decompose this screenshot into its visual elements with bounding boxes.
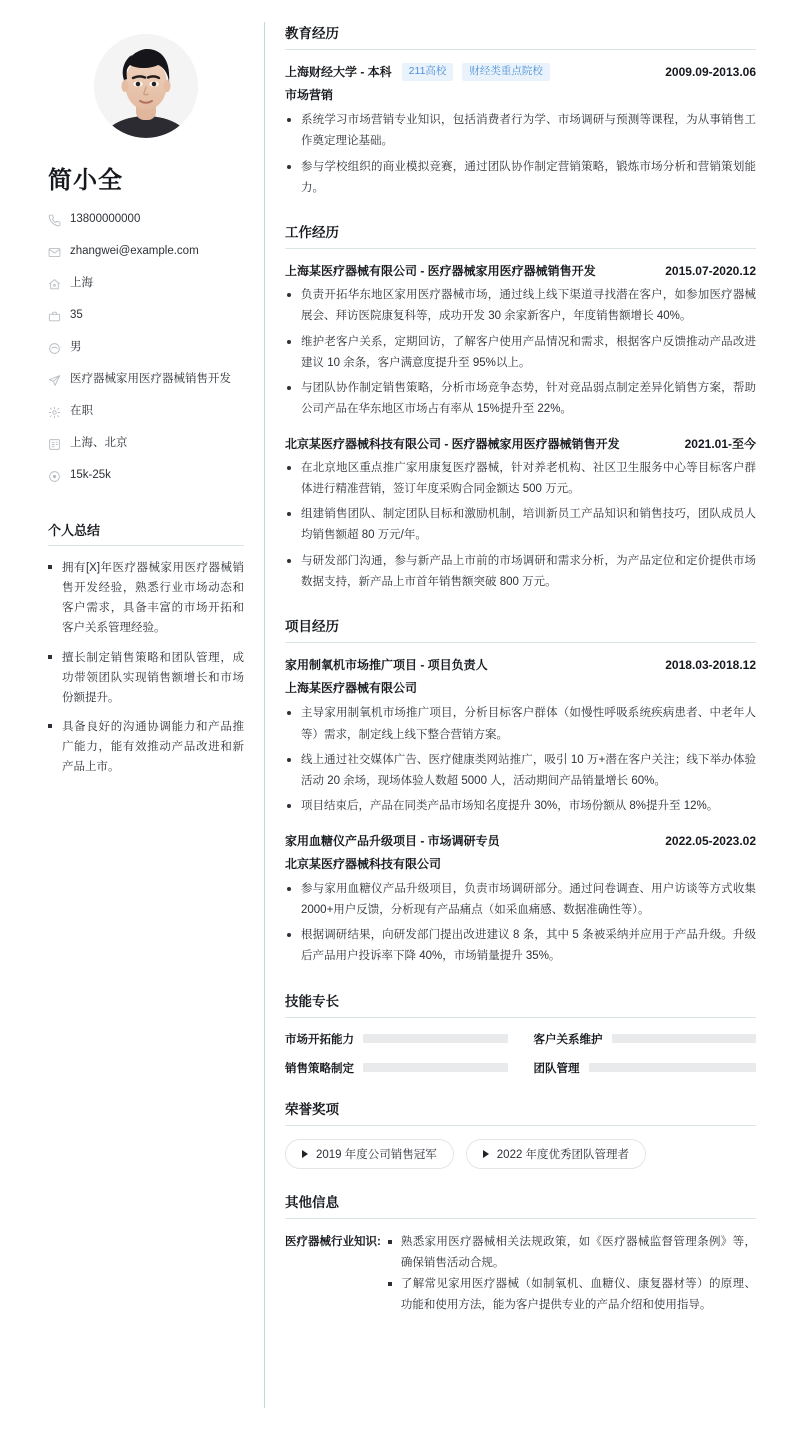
skill-progress-track (612, 1034, 757, 1043)
project-entry-head (285, 832, 756, 850)
skill-item (534, 1060, 757, 1076)
work-title: 工作经历 (285, 221, 756, 249)
other-info-bullets (387, 1232, 756, 1317)
work-entry (285, 435, 756, 594)
contact-position-value: 医疗器械家用医疗器械销售开发 (70, 373, 231, 385)
education-entry-head (285, 63, 756, 81)
play-triangle-icon (483, 1150, 489, 1158)
status-badge: 财经类重点院校 (462, 63, 550, 81)
contact-locations (48, 435, 240, 452)
skill-progress-track (363, 1063, 508, 1072)
gear-icon (48, 404, 68, 420)
education-entry (285, 63, 756, 199)
skill-progress-track (363, 1034, 508, 1043)
project-org: 上海某医疗器械有限公司 (285, 681, 418, 696)
project-name: 家用血糖仪产品升级项目 - 市场调研专员 (285, 833, 500, 848)
list-item: 线上通过社交媒体广告、医疗健康类网站推广，吸引 10 万+潜在客户关注；线下举办体验活动 20 余场，现场体验人数超 5000 人，活动期间产品销量增长 60%。 (285, 750, 756, 793)
skill-label: 销售策略制定 (285, 1062, 354, 1075)
other-info-section (285, 1191, 756, 1317)
sidebar (34, 22, 258, 1408)
summary-section (48, 520, 244, 777)
list-item: 擅长制定销售策略和团队管理，成功带领团队实现销售额增长和市场份额提升。 (48, 648, 244, 708)
education-title: 教育经历 (285, 22, 756, 50)
contact-email-value: zhangwei@example.com (70, 245, 199, 257)
list-item: 根据调研结果，向研发部门提出改进建议 8 条，其中 5 条被采纳并应用于产品升级。升级后产品用户投诉率下降 40%，市场销量提升 35%。 (285, 925, 756, 968)
main-content (285, 22, 760, 1408)
list-item: 参与家用血糖仪产品升级项目，负责市场调研部分。通过问卷调查、用户访谈等方式收集 2000+用户反馈，分析现有产品痛点（如采血痛感、数据准确性等）。 (285, 879, 756, 922)
send-icon (48, 372, 68, 388)
skills-title: 技能专长 (285, 990, 756, 1018)
contact-salary (48, 467, 240, 484)
honors-title: 荣誉奖项 (285, 1098, 756, 1126)
contact-age (48, 307, 240, 324)
page-title: 简小全 (48, 167, 123, 194)
contact-phone-value: 13800000000 (70, 213, 141, 225)
project-bullets (285, 703, 756, 817)
contact-email (48, 243, 240, 260)
list-item: 与团队协作制定销售策略，分析市场竞争态势，针对竞品弱点制定差异化销售方案，帮助公司产品在华东地区市场占有率从 15%提升至 22%。 (285, 378, 756, 421)
project-date: 2022.05-2023.02 (665, 833, 756, 848)
education-date: 2009.09-2013.06 (665, 65, 756, 79)
list-item: 在北京地区重点推广家用康复医疗器械，针对养老机构、社区卫生服务中心等目标客户群体进行精准营销，签订年度采购合同金额达 500 万元。 (285, 458, 756, 501)
honors-list (285, 1139, 756, 1169)
skills-grid (285, 1031, 756, 1076)
projects-section (285, 615, 756, 967)
contact-phone (48, 211, 240, 228)
skill-label: 客户关系维护 (533, 1033, 603, 1046)
list-item: 维护老客户关系，定期回访，了解客户使用产品情况和需求，根据客户反馈推动产品改进建议 10 余条，客户满意度提升至 95%以上。 (285, 332, 756, 375)
skills-section (285, 990, 756, 1076)
contact-position (48, 371, 240, 388)
work-entry-head (285, 262, 756, 280)
home-icon (48, 276, 68, 292)
honor-label: 2022 年度优秀团队管理者 (496, 1148, 630, 1161)
honor-chip[interactable] (466, 1139, 646, 1169)
target-icon (48, 468, 68, 484)
contact-salary-value: 15k-25k (70, 469, 111, 481)
honor-label: 2019 年度公司销售冠军 (316, 1148, 437, 1161)
summary-title: 个人总结 (48, 520, 244, 546)
summary-bullets (48, 558, 244, 777)
work-section (285, 221, 756, 593)
honor-chip[interactable] (285, 1139, 454, 1169)
contact-age-value: 35 (70, 309, 83, 321)
list-item: 负责开拓华东地区家用医疗器械市场，通过线上线下渠道寻找潜在客户，如参加医疗器械展会、拜访医院康复科等，成功开发 30 余家新客户，年度销售额增长 40%。 (285, 285, 756, 328)
project-name: 家用制氧机市场推广项目 - 项目负责人 (285, 658, 488, 673)
list-item: 与研发部门沟通，参与新产品上市前的市场调研和需求分析，为产品定位和定价提供市场数据支持，新产品上市首年销售额突破 800 万元。 (285, 551, 756, 594)
education-bullets (285, 110, 756, 199)
project-bullets (285, 879, 756, 968)
avatar-container (34, 34, 258, 138)
list-item: 项目结束后，产品在同类产品市场知名度提升 30%，市场份额从 8%提升至 12%。 (285, 796, 756, 817)
skill-item (285, 1031, 508, 1047)
skill-item (534, 1031, 757, 1047)
skill-label: 市场开拓能力 (285, 1033, 354, 1046)
list-item: 组建销售团队、制定团队目标和激励机制，培训新员工产品知识和销售技巧，团队成员人均销售额超 80 万元/年。 (285, 504, 756, 547)
other-info-title: 其他信息 (285, 1191, 756, 1219)
contact-gender (48, 339, 240, 356)
play-triangle-icon (302, 1150, 308, 1158)
list-item: 了解常见家用医疗器械（如制氧机、血糖仪、康复器材等）的原理、功能和使用方法，能为客户提供专业的产品介绍和使用指导。 (387, 1274, 756, 1317)
work-bullets (285, 458, 756, 594)
other-info-row (285, 1232, 756, 1317)
avatar (94, 34, 198, 138)
list-item: 熟悉家用医疗器械相关法规政策，如《医疗器械监督管理条例》等，确保销售活动合规。 (387, 1232, 756, 1275)
project-entry-head (285, 656, 756, 674)
work-entry (285, 262, 756, 421)
skill-progress-track (589, 1063, 757, 1072)
education-section (285, 22, 756, 199)
education-tags (402, 63, 559, 81)
contact-gender-value: 男 (70, 341, 82, 353)
gender-icon (48, 340, 68, 356)
project-date: 2018.03-2018.12 (665, 658, 756, 673)
education-school: 上海财经大学 - 本科 (285, 65, 392, 79)
status-badge: 211高校 (402, 63, 454, 81)
project-entry (285, 832, 756, 968)
building-icon (48, 436, 68, 452)
envelope-icon (48, 244, 68, 260)
work-entry-head (285, 435, 756, 453)
work-date: 2021.01-至今 (684, 436, 756, 451)
contact-list (48, 211, 240, 484)
user-photo-icon (94, 34, 198, 138)
skill-label: 团队管理 (533, 1062, 580, 1075)
skill-item (285, 1060, 508, 1076)
contact-locations-value: 上海、北京 (70, 437, 128, 449)
work-bullets (285, 285, 756, 421)
work-company: 上海某医疗器械有限公司 - 医疗器械家用医疗器械销售开发 (285, 264, 596, 279)
work-company: 北京某医疗器械科技有限公司 - 医疗器械家用医疗器械销售开发 (285, 436, 620, 451)
briefcase-icon (48, 308, 68, 324)
list-item: 参与学校组织的商业模拟竞赛，通过团队协作制定营销策略，锻炼市场分析和营销策划能力。 (285, 157, 756, 200)
list-item: 系统学习市场营销专业知识，包括消费者行为学、市场调研与预测等课程，为从事销售工作奠定理论基础。 (285, 110, 756, 153)
column-divider (264, 22, 265, 1408)
other-info-label: 医疗器械行业知识: (285, 1235, 381, 1248)
project-entry (285, 656, 756, 817)
list-item: 具备良好的沟通协调能力和产品推广能力，能有效推动产品改进和新产品上市。 (48, 717, 244, 777)
list-item: 拥有[X]年医疗器械家用医疗器械销售开发经验，熟悉行业市场动态和客户需求，具备丰富的市场开拓和客户关系管理经验。 (48, 558, 244, 639)
work-date: 2015.07-2020.12 (665, 264, 756, 279)
contact-status (48, 403, 240, 420)
contact-city (48, 275, 240, 292)
other-info-body (387, 1232, 756, 1317)
honors-section (285, 1098, 756, 1169)
list-item: 主导家用制氧机市场推广项目，分析目标客户群体（如慢性呼吸系统疾病患者、中老年人等）需求，制定线上线下整合营销方案。 (285, 703, 756, 746)
projects-title: 项目经历 (285, 615, 756, 643)
project-org: 北京某医疗器械科技有限公司 (285, 856, 442, 871)
contact-city-value: 上海 (70, 277, 93, 289)
phone-icon (48, 212, 68, 228)
education-major: 市场营销 (285, 88, 334, 102)
contact-status-value: 在职 (70, 405, 93, 417)
